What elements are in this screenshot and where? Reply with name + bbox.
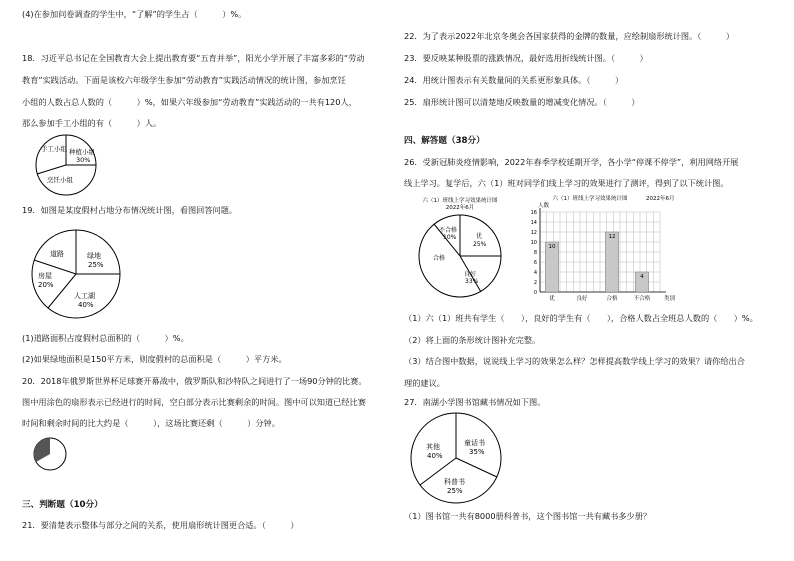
- pie18-label-planting-pct: 30%: [76, 156, 91, 164]
- bar-chart-bar: [605, 232, 618, 292]
- pie26-label-fail-pct: 10%: [443, 234, 457, 241]
- pie27-label-fairy-pct: 35%: [469, 448, 485, 456]
- bar-chart-ytick: 16: [530, 210, 537, 216]
- bar-chart-value-label: 12: [608, 234, 616, 240]
- q26-sub2: （2）将上面的条形统计图补充完整。: [404, 335, 541, 345]
- bar-chart-xtick: 优: [549, 296, 555, 302]
- q26-line1: 26．受新冠肺炎疫情影响，2022年春季学校延期开学，各小学“停课不停学”，利用网络开展: [404, 157, 739, 167]
- q24-text: 24．用统计图表示有关数量间的关系更形象具体。（ ）: [404, 75, 624, 85]
- q21-text: 21．要清楚表示整体与部分之间的关系，使用扇形统计图更合适。（ ）: [22, 520, 299, 530]
- bar-chart-q26: [526, 194, 686, 306]
- bar-chart-ytick: 4: [533, 270, 537, 276]
- bar-chart-xlabel: 类别: [664, 296, 676, 302]
- pie-chart-q20: [32, 436, 68, 472]
- q26-sub3-line2: 理的建议。: [404, 378, 445, 388]
- pie-chart-q26: [408, 196, 512, 300]
- bar-chart-ytick: 10: [530, 240, 537, 246]
- bar-chart-xtick: 不合格: [633, 296, 651, 302]
- bar-chart-xtick: 良好: [576, 296, 588, 302]
- bar-chart-ytick: 6: [533, 260, 537, 266]
- q26-sub1: （1）六（1）班共有学生（ ），良好的学生有（ ），合格人数占全班总人数的（ ）%。: [404, 313, 758, 323]
- section-3-heading: 三、判断题（10分）: [22, 500, 103, 510]
- q23-text: 23．要反映某种股票的涨跌情况，最好选用折线统计图。（ ）: [404, 53, 648, 63]
- pie26-label-excellent-pct: 25%: [473, 241, 487, 248]
- q19-text: 19．如图是某度假村占地分布情况统计图，看图回答问题。: [22, 205, 238, 215]
- q19-sub1: (1)道路面积占度假村总面积的（ ）%。: [22, 333, 189, 343]
- pie19-label-lake-pct: 40%: [78, 301, 94, 309]
- bar-chart-date: 2022年6月: [646, 196, 675, 202]
- pie18-label-cooking: 烹饪小组: [47, 176, 73, 184]
- pie19-label-road: 道路: [50, 250, 64, 258]
- bar-chart-ylabel: 人数: [538, 203, 550, 209]
- pie26-date: 2022年6月: [445, 205, 475, 211]
- bar-chart-ytick: 12: [530, 230, 537, 236]
- q20-line2: 图中用涂色的扇形表示已经进行的时间，空白部分表示比赛剩余的时间。图中可以知道已经比赛: [22, 397, 366, 407]
- q26-line2: 线上学习。复学后，六（1）班对同学们线上学习的效果进行了测评，得到了以下统计图。: [404, 178, 729, 188]
- q20-line1: 20．2018年俄罗斯世界杯足球赛开幕战中，俄罗斯队和沙特队之间进行了一场90分钟的比赛。: [22, 376, 367, 386]
- section-4-heading: 四、解答题（38分）: [404, 136, 485, 146]
- q27-text: 27．南湖小学图书馆藏书情况如下图。: [404, 397, 546, 407]
- q18-line2: 教育”实践活动。下面是该校六年级学生参加“劳动教育”实践活动情况的统计图，参加烹饪: [22, 75, 346, 85]
- pie18-label-planting: 种植小组: [69, 148, 95, 156]
- bar-chart-ytick: 14: [530, 220, 537, 226]
- q18-line1: 18．习近平总书记在全国教育大会上提出教育要“五育并举”，阳光小学开展了丰富多彩的“劳动: [22, 53, 365, 63]
- pie18-label-handcraft: 手工小组: [41, 145, 67, 153]
- pie19-label-green-pct: 25%: [88, 261, 104, 269]
- pie27-label-fairy: 童话书: [464, 439, 485, 447]
- pie19-label-house: 房屋: [38, 272, 52, 280]
- pie-chart-q27: [404, 411, 508, 505]
- pie27-label-science-pct: 25%: [447, 487, 463, 495]
- q18-line4: 那么参加手工小组的有（ ）人。: [22, 118, 162, 128]
- pie19-label-green: 绿地: [87, 252, 101, 260]
- q19-sub2: (2)如果绿地面积是150平方米，则度假村的总面积是（ ）平方米。: [22, 354, 287, 364]
- q25-text: 25．扇形统计图可以清楚地反映数量的增减变化情况。（ ）: [404, 97, 640, 107]
- q20-line3: 时间和剩余时间的比大约是（ ），这场比赛还剩（ ）分钟。: [22, 418, 280, 428]
- bar-chart-value-label: 10: [548, 244, 556, 250]
- bar-chart-title: 六（1）班线上学习效果统计图: [552, 196, 628, 202]
- bar-chart-value-label: 4: [640, 274, 644, 280]
- pie26-label-good-pct: 33%: [465, 278, 479, 285]
- pie27-label-other-pct: 40%: [427, 452, 443, 460]
- pie26-label-good: 良好: [464, 271, 477, 278]
- pie-chart-q18: [27, 134, 105, 196]
- pie26-label-fail: 不合格: [439, 227, 458, 234]
- bar-chart-ytick: 8: [533, 250, 537, 256]
- q22-text: 22．为了表示2022年北京冬奥会各国家获得的金牌的数量，应绘制扇形统计图。（ ）: [404, 31, 735, 41]
- pie26-label-excellent: 优: [476, 233, 483, 240]
- q17-tail: (4)在参加问卷调查的学生中，“了解”的学生占（ ）%。: [22, 9, 247, 19]
- pie19-label-house-pct: 20%: [38, 281, 54, 289]
- bar-chart-ytick: 0: [533, 290, 537, 296]
- q18-line3: 小组的人数占总人数的（ ）%，如果六年级参加“劳动教育”实践活动的一共有120人，: [22, 97, 357, 107]
- bar-chart-ytick: 2: [533, 280, 537, 286]
- pie26-label-pass: 合格: [433, 255, 446, 262]
- pie19-label-lake: 人工湖: [74, 292, 95, 300]
- pie27-label-science: 科普书: [444, 478, 465, 486]
- bar-chart-xtick: 合格: [606, 296, 618, 302]
- pie-chart-q19: [30, 228, 122, 320]
- pie27-label-other: 其他: [426, 443, 440, 451]
- pie26-title: 六（1）班线上学习效果统计图: [422, 198, 498, 204]
- q27-sub1: （1）图书馆一共有8000册科普书，这个图书馆一共有藏书多少册？: [404, 511, 652, 521]
- q26-sub3-line1: （3）结合图中数据，说说线上学习的效果怎么样？怎样提高数学线上学习的效果？请你给出合: [404, 356, 745, 366]
